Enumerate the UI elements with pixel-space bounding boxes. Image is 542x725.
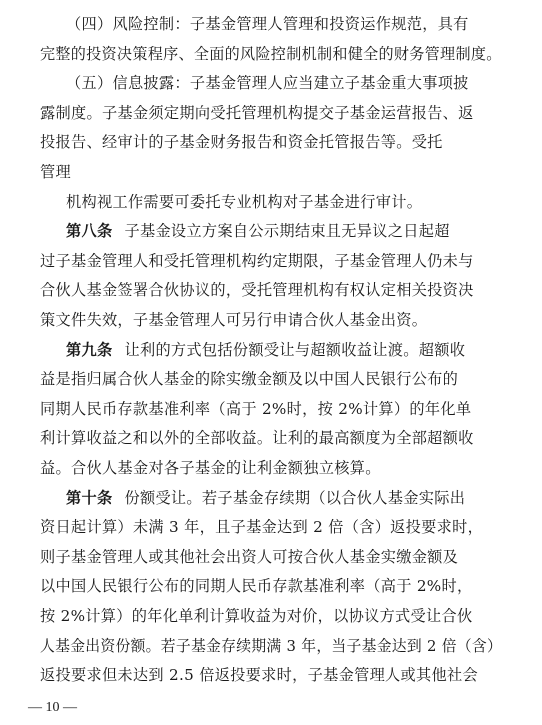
text-line: 投报告、经审计的子基金财务报告和资金托管报告等。受托 [40, 133, 443, 152]
article-heading-line: 第十条 份额受让。若子基金存续期（以合伙人基金实际出 [66, 488, 466, 507]
article-heading-line: 第九条 让利的方式包括份额受让与超额收益让渡。超额收 [66, 340, 466, 359]
text-line: 合伙人基金签署合伙协议的，受托管理机构有权认定相关投资决 [40, 281, 474, 300]
text-line: 益是指归属合伙人基金的除实缴金额及以中国人民银行公布的 [40, 370, 459, 389]
article-number: 第八条 [66, 222, 113, 241]
text-line: 返投要求但未达到 2.5 倍返投要求时，子基金管理人或其他社会 [40, 666, 478, 685]
text-line: （五）信息披露：子基金管理人应当建立子基金重大事项披 [66, 74, 469, 93]
article-number: 第九条 [66, 340, 113, 359]
text-line: 管理 [40, 163, 71, 181]
text-line: 资日起计算）未满 3 年，且子基金达到 2 倍（含）返投要求时， [40, 518, 484, 537]
text-line: 完整的投资决策程序、全面的风险控制机制和健全的财务管理制度。 [40, 44, 502, 63]
text-line: 过子基金管理人和受托管理机构约定期限，子基金管理人仍未与 [40, 251, 474, 270]
text-line: 策文件失效，子基金管理人可另行申请合伙人基金出资。 [40, 311, 428, 329]
text-line: 则子基金管理人或其他社会出资人可按合伙人基金实缴金额及 [40, 547, 459, 566]
article-number: 第十条 [66, 488, 113, 507]
text-line: 同期人民币存款基准利率（高于 2%时，按 2%计算）的年化单 [40, 399, 472, 418]
text-line: 利计算收益之和以外的全部收益。让利的最高额度为全部超额收 [40, 429, 474, 448]
text-line: 露制度。子基金须定期向受托管理机构提交子基金运营报告、返 [40, 103, 474, 122]
text-line: 益。合伙人基金对各子基金的让利金额独立核算。 [40, 459, 381, 477]
text-line: 机构视工作需要可委托专业机构对子基金进行审计。 [66, 192, 423, 211]
text-line: 人基金出资份额。若子基金存续期满 3 年，当子基金达到 2 倍（含） [40, 636, 503, 655]
text-line: 按 2%计算）的年化单利计算收益为对价，以协议方式受让合伙 [40, 607, 473, 625]
text-line: 以中国人民银行公布的同期人民币存款基准利率（高于 2%时， [40, 577, 473, 596]
article-heading-line: 第八条 子基金设立方案自公示期结束且无异议之日起超 [66, 222, 450, 241]
text-line: （四）风险控制：子基金管理人管理和投资运作规范，具有 [66, 15, 469, 33]
page-number: — 10 — [28, 700, 77, 715]
